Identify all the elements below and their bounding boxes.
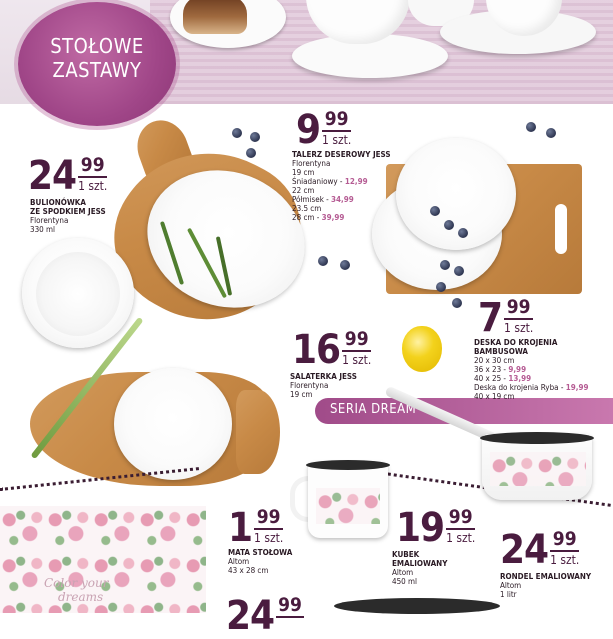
product-name-line2: ZE SPODKIEM JESS (30, 207, 106, 216)
price-main: 24 (28, 153, 77, 199)
section-band-label: SERIA DREAM (330, 402, 417, 417)
product-name-line2: BAMBUSOWA (474, 347, 528, 356)
variant: 28 cm - 39,99 (292, 213, 345, 222)
variant-price: 12,99 (344, 177, 368, 186)
product-size: 19 cm (290, 390, 313, 399)
price-main: 19 (396, 505, 445, 551)
product-name: RONDEL EMALIOWANY (500, 572, 592, 581)
table-mat-print-line2: dreams (58, 590, 104, 604)
product-name-line1: DESKA DO KROJENIA (474, 338, 558, 347)
blueberry-image (452, 298, 462, 308)
table-mat-print-text (44, 576, 109, 604)
variant: 40 x 25 - 13,99 (474, 374, 532, 383)
blueberry-image (246, 148, 256, 158)
pot-rim-image (480, 432, 594, 444)
variant: Deska do krojenia Ryba - 19,99 (474, 383, 589, 392)
blueberry-image (340, 260, 350, 270)
variant-price: 9,99 (508, 365, 527, 374)
category-title-line2: ZASTAWY (52, 58, 142, 82)
price-bottom-partial (226, 593, 304, 639)
product-size: 450 ml (392, 577, 418, 586)
cake-image (183, 0, 247, 34)
variant-name: 23.5 cm (292, 204, 322, 213)
price-main: 24 (226, 593, 275, 639)
price-cents: 99 (278, 594, 302, 616)
blueberry-image (440, 260, 450, 270)
price-table-mat (228, 505, 284, 551)
label-enamel-mug (392, 550, 482, 586)
price-cents: 99 (322, 110, 351, 132)
floral-pattern-image (316, 488, 380, 524)
variant-name: 40 x 25 (474, 374, 502, 383)
price-unit: 1 szt. (322, 133, 352, 147)
category-title (18, 34, 176, 82)
blueberry-image (526, 122, 536, 132)
price-main: 24 (500, 527, 549, 573)
price-unit: 1 szt. (504, 321, 534, 335)
price-cents: 99 (78, 156, 107, 178)
variant: 36 x 23 - 9,99 (474, 365, 527, 374)
category-title-line1: STOŁOWE (50, 34, 144, 58)
product-size-extra: 40 x 19 cm (474, 392, 515, 401)
product-name: MATA STOŁOWA (228, 548, 293, 557)
blueberry-image (546, 128, 556, 138)
price-enamel-pot (500, 527, 580, 573)
product-name-line1: BULIONÓWKA (30, 198, 86, 207)
blueberry-image (444, 220, 454, 230)
product-brand: Florentyna (30, 216, 69, 225)
variant: Półmisek - 34,99 (292, 195, 354, 204)
variant: Śniadaniowy - 12,99 (292, 177, 368, 186)
product-brand: Altom (228, 557, 250, 566)
price-main: 1 (228, 505, 253, 551)
variant-name: 22 cm (292, 186, 315, 195)
product-size: 1 litr (500, 590, 517, 599)
table-mat-print-line1: Color your (44, 576, 109, 590)
pot-lid-image (334, 598, 500, 614)
lemon-image (402, 326, 442, 372)
price-dessert-plate (296, 107, 352, 153)
blueberry-image (250, 132, 260, 142)
product-name: TALERZ DESEROWY JESS (292, 150, 391, 159)
price-cutting-board (478, 295, 534, 341)
price-unit: 1 szt. (254, 531, 284, 545)
mug-rim-image (306, 460, 390, 470)
board-handle-image (555, 204, 567, 254)
label-table-mat (228, 548, 328, 575)
price-cents: 99 (254, 508, 283, 530)
blueberry-image (430, 206, 440, 216)
variant-price: 39,99 (321, 213, 345, 222)
product-size: 330 ml (30, 225, 56, 234)
product-size: 20 x 30 cm (474, 356, 515, 365)
price-main: 9 (296, 107, 321, 153)
dessert-plate-image (396, 138, 516, 250)
price-cents: 99 (446, 508, 475, 530)
price-unit: 1 szt. (446, 531, 476, 545)
salad-bowl-image (114, 368, 232, 480)
price-cents: 99 (550, 530, 579, 552)
price-cents: 99 (504, 298, 533, 320)
blueberry-image (458, 228, 468, 238)
price-soup-bowl (28, 153, 108, 199)
variant-name: Półmisek (292, 195, 324, 204)
price-enamel-mug (396, 505, 476, 551)
label-cutting-board (474, 338, 604, 401)
product-brand: Altom (500, 581, 522, 590)
product-name: SALATERKA JESS (290, 372, 357, 381)
product-size: 43 x 28 cm (228, 566, 269, 575)
label-dessert-plate (292, 150, 412, 222)
price-unit: 1 szt. (550, 553, 580, 567)
price-salad-bowl (292, 327, 372, 373)
label-soup-bowl (30, 198, 130, 234)
price-cents: 99 (342, 330, 371, 352)
label-salad-bowl (290, 372, 400, 399)
variant-name: 28 cm (292, 213, 315, 222)
price-unit: 1 szt. (78, 179, 108, 193)
product-brand: Florentyna (290, 381, 329, 390)
variant-name: Śniadaniowy (292, 177, 338, 186)
blueberry-image (232, 128, 242, 138)
product-brand: Florentyna (292, 159, 331, 168)
blueberry-image (318, 256, 328, 266)
floral-pattern-image (490, 452, 586, 486)
variant-price: 13,99 (508, 374, 532, 383)
variant-name: 36 x 23 (474, 365, 502, 374)
variant-price: 19,99 (565, 383, 589, 392)
product-name-line1: KUBEK (392, 550, 420, 559)
label-enamel-pot (500, 572, 610, 599)
product-size: 19 cm (292, 168, 315, 177)
blueberry-image (454, 266, 464, 276)
price-unit: 1 szt. (342, 353, 372, 367)
blueberry-image (436, 282, 446, 292)
variant-name: Deska do krojenia Ryba (474, 383, 559, 392)
product-name-line2: EMALIOWANY (392, 559, 448, 568)
price-main: 16 (292, 327, 341, 373)
soup-bowl-image (36, 252, 120, 336)
product-brand: Altom (392, 568, 414, 577)
fish-board-tail-image (236, 390, 280, 474)
price-main: 7 (478, 295, 503, 341)
variant-price: 34,99 (331, 195, 354, 204)
